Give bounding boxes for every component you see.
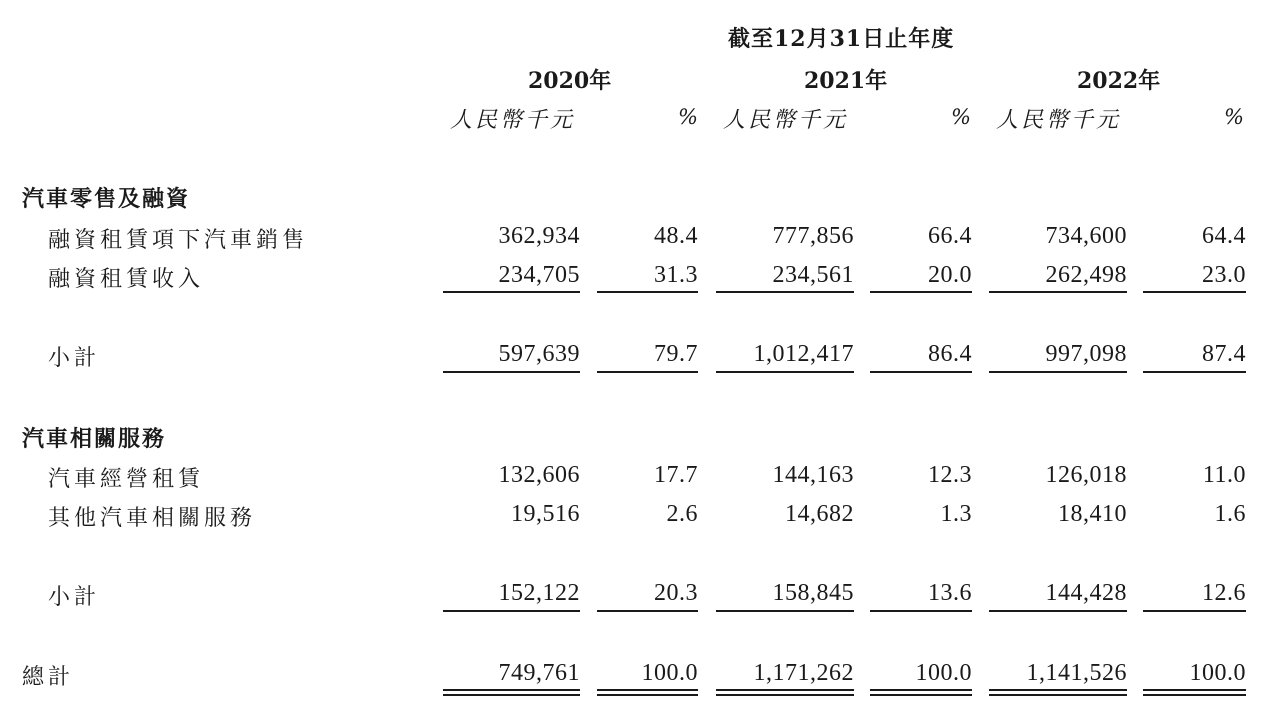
value-2021-pct: 20.0: [928, 262, 972, 288]
subtotal-2022-amount: 997,098: [1045, 341, 1127, 367]
period-title: 截至12月31日止年度: [728, 26, 955, 52]
subtotal-2021-amount: 1,012,417: [753, 341, 854, 367]
value-2021-amount: 144,163: [772, 462, 854, 488]
value-2020-amount: 234,705: [498, 262, 580, 288]
subtotal-2020-amount: 597,639: [498, 341, 580, 367]
value-2022-pct: 64.4: [1202, 223, 1246, 249]
subtotal-2021-pct: 86.4: [928, 341, 972, 367]
underline: [1143, 291, 1246, 293]
pct-header-2020: %: [678, 105, 698, 129]
underline: [870, 371, 972, 373]
value-2021-pct: 12.3: [928, 462, 972, 488]
total-2022-pct: 100.0: [1189, 660, 1246, 686]
underline: [716, 610, 854, 612]
subtotal-2021-amount: 158,845: [772, 580, 854, 606]
value-2021-amount: 777,856: [772, 223, 854, 249]
underline: [716, 371, 854, 373]
underline: [1143, 610, 1246, 612]
total-2021-pct: 100.0: [915, 660, 972, 686]
row-label: 融資租賃項下汽車銷售: [48, 228, 309, 253]
value-2022-amount: 734,600: [1045, 223, 1127, 249]
underline: [870, 291, 972, 293]
underline: [1143, 371, 1246, 373]
value-2022-pct: 11.0: [1202, 462, 1246, 488]
underline: [443, 371, 580, 373]
row-label: 汽車經營租賃: [48, 467, 205, 492]
underline: [597, 371, 698, 373]
total-label: 總計: [22, 665, 75, 690]
value-2022-amount: 126,018: [1045, 462, 1127, 488]
unit-header-2021: 人民幣千元: [723, 108, 849, 133]
underline: [989, 291, 1127, 293]
year-2020-header: 2020年: [528, 68, 612, 94]
value-2020-amount: 132,606: [498, 462, 580, 488]
underline: [597, 610, 698, 612]
unit-header-2022: 人民幣千元: [996, 108, 1122, 133]
value-2022-pct: 1.6: [1214, 501, 1246, 527]
value-2020-pct: 2.6: [666, 501, 698, 527]
year-2021-header: 2021年: [804, 68, 888, 94]
value-2022-amount: 18,410: [1058, 501, 1127, 527]
value-2020-amount: 362,934: [498, 223, 580, 249]
underline: [870, 610, 972, 612]
subtotal-2020-amount: 152,122: [498, 580, 580, 606]
double-underline: [716, 689, 854, 696]
unit-header-2020: 人民幣千元: [450, 108, 576, 133]
subtotal-2020-pct: 79.7: [654, 341, 698, 367]
subtotal-label: 小計: [48, 346, 101, 371]
value-2021-pct: 66.4: [928, 223, 972, 249]
total-2022-amount: 1,141,526: [1026, 660, 1127, 686]
row-label: 融資租賃收入: [48, 267, 205, 292]
total-2020-pct: 100.0: [641, 660, 698, 686]
double-underline: [870, 689, 972, 696]
year-2022-header: 2022年: [1077, 68, 1161, 94]
total-2021-amount: 1,171,262: [753, 660, 854, 686]
underline: [989, 610, 1127, 612]
subtotal-2021-pct: 13.6: [928, 580, 972, 606]
double-underline: [1143, 689, 1246, 696]
underline: [716, 291, 854, 293]
value-2020-pct: 31.3: [654, 262, 698, 288]
value-2022-pct: 23.0: [1202, 262, 1246, 288]
subtotal-2020-pct: 20.3: [654, 580, 698, 606]
total-2020-amount: 749,761: [498, 660, 580, 686]
double-underline: [597, 689, 698, 696]
value-2021-amount: 234,561: [772, 262, 854, 288]
section-title: 汽車相關服務: [22, 426, 167, 452]
value-2021-pct: 1.3: [940, 501, 972, 527]
value-2022-amount: 262,498: [1045, 262, 1127, 288]
subtotal-2022-amount: 144,428: [1045, 580, 1127, 606]
value-2020-amount: 19,516: [511, 501, 580, 527]
pct-header-2021: %: [951, 105, 971, 129]
underline: [597, 291, 698, 293]
value-2020-pct: 17.7: [654, 462, 698, 488]
pct-header-2022: %: [1224, 105, 1244, 129]
value-2021-amount: 14,682: [785, 501, 854, 527]
subtotal-label: 小計: [48, 585, 101, 610]
section-title: 汽車零售及融資: [22, 186, 191, 212]
value-2020-pct: 48.4: [654, 223, 698, 249]
underline: [443, 291, 580, 293]
subtotal-2022-pct: 87.4: [1202, 341, 1246, 367]
underline: [989, 371, 1127, 373]
row-label: 其他汽車相關服務: [48, 506, 257, 531]
subtotal-2022-pct: 12.6: [1202, 580, 1246, 606]
double-underline: [989, 689, 1127, 696]
underline: [443, 610, 580, 612]
double-underline: [443, 689, 580, 696]
